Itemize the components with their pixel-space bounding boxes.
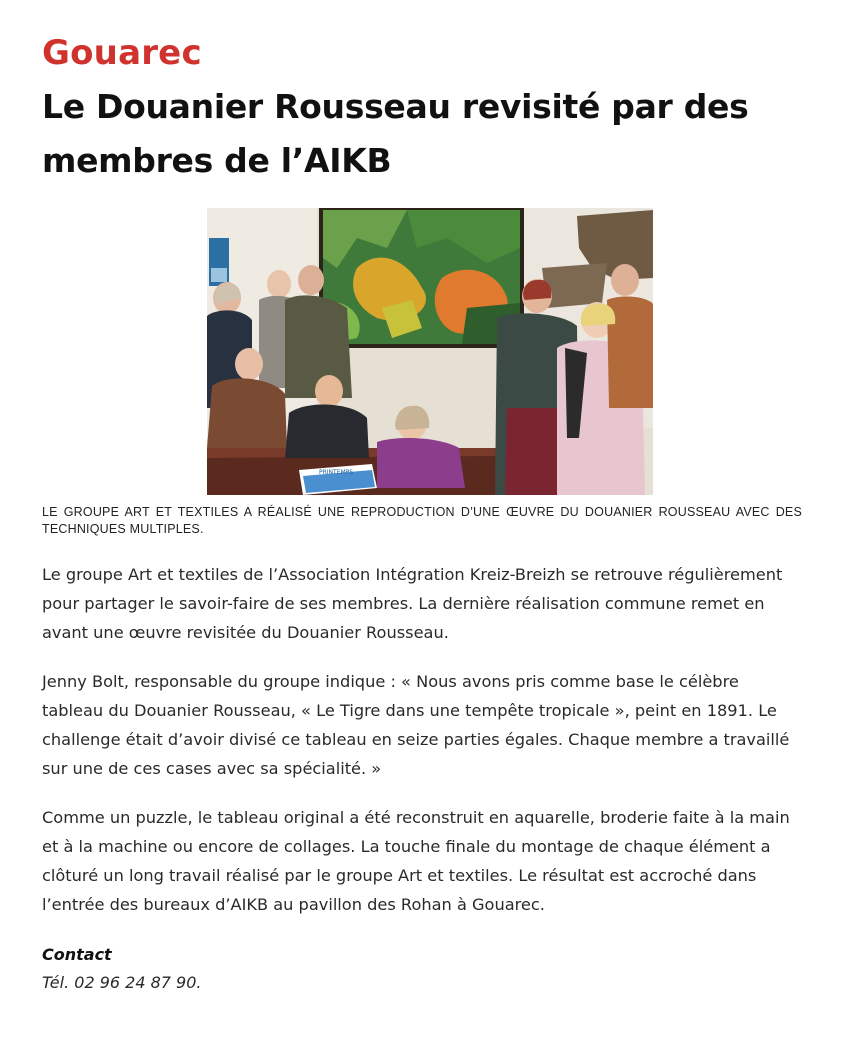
photo-caption: LE GROUPE ART ET TEXTILES A RÉALISÉ UNE REPRODUCTION D’UNE ŒUVRE DU DOUANIER ROUSSEAU AVEC DES TECHNIQUES MULTIPLES. <box>42 505 802 536</box>
contact-label: Contact <box>42 945 112 964</box>
article-paragraph: Comme un puzzle, le tableau original a été reconstruit en aquarelle, broderie faite à la main et à la machine ou encore de collages. La touche finale du montage de chaque élément a clôturé un long travail réalisé par le groupe Art et textiles. Le résultat est accroché dans l’entrée des bureaux d’AIKB au pavillon des Rohan à Gouarec. <box>42 808 790 914</box>
contact-block <box>42 941 802 997</box>
article-paragraph: Jenny Bolt, responsable du groupe indique : « Nous avons pris comme base le célèbre tableau du Douanier Rousseau, « Le Tigre dans une tempête tropicale », peint en 1891. Le challenge était d’avoir divisé ce tableau en seize parties égales. Chaque membre a travaillé sur une de ces cases avec sa spécialité. » <box>42 672 790 778</box>
group-photo-image <box>207 208 653 495</box>
article-photo[interactable] <box>207 208 653 495</box>
contact-phone[interactable]: Tél. 02 96 24 87 90. <box>42 973 202 992</box>
article <box>0 32 844 997</box>
article-paragraph: Le groupe Art et textiles de l’Association Intégration Kreiz-Breizh se retrouve régulièrement pour partager le savoir-faire de ses membres. La dernière réalisation commune remet en avant une œuvre revisitée du Douanier Rousseau. <box>42 565 783 642</box>
flyer-text: PRINTEMPS <box>319 469 354 476</box>
article-headline: Le Douanier Rousseau revisité par des membres de l’AIKB <box>42 87 749 180</box>
article-kicker: Gouarec <box>42 33 202 73</box>
